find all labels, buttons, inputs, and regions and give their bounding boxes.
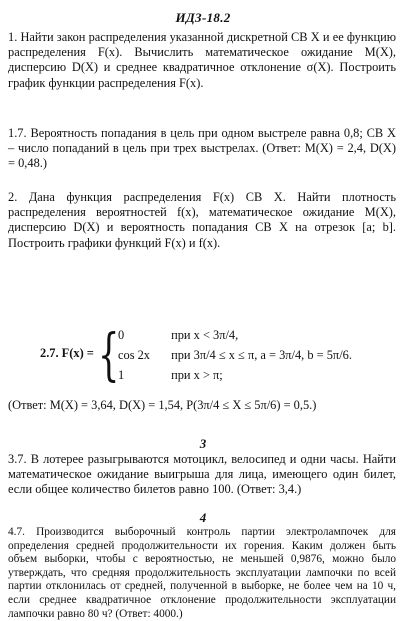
- formula-row: [118, 328, 238, 343]
- formula-row-condition: при x > π;: [171, 368, 223, 382]
- problem-4-7: 4.7. Производится выборочный контроль партии электролампочек для определения средней продолжительности их горения. Каким должен быть объем выборки, чтобы с вероятностью, не меньшей 0,9876, можно было утверждать, что средняя продолжительность эксплуатации лампочки по всей партии отклонилась от средней, полученной в выборке, не более чем на 10 ч, если среднее квадратичное отклонение продолжительности эксплуатации лампочки равно 80 ч? (Ответ: 4000.): [8, 526, 396, 620]
- left-brace: {: [98, 323, 120, 388]
- answer-2-7: (Ответ: M(X) = 3,64, D(X) = 1,54, P(3π/4 ≤ X ≤ 5π/6) = 0,5.): [8, 398, 317, 412]
- section-number-4: 4: [199, 510, 207, 525]
- problem-3-7: 3.7. В лотерее разыгрываются мотоцикл, велосипед и одни часы. Найти математическое ожидание выигрыша для лица, имеющего один билет, если общее количество билетов равно 100. (Ответ: 3,4.): [8, 452, 396, 497]
- formula-row: [118, 348, 352, 363]
- formula-row-condition: при x < 3π/4,: [171, 328, 239, 342]
- formula-row-condition: при 3π/4 ≤ x ≤ π, a = 3π/4, b = 5π/6.: [171, 348, 352, 362]
- formula-row-value: 0: [118, 328, 125, 342]
- formula-row-value: 1: [118, 368, 125, 382]
- formula-label: 2.7. F(x) =: [40, 346, 94, 360]
- task-2-text: 2. Дана функция распределения F(x) СВ X. Найти плотность распределения вероятностей f(x), математическое ожидание M(X), дисперсию D(X) и вероятность попадания СВ X на отрезок [a; b]. Построить графики функций F(x) и f(x).: [8, 190, 396, 250]
- page-title: ИДЗ-18.2: [175, 10, 231, 25]
- section-number-3: 3: [199, 436, 207, 451]
- formula-row: [118, 368, 223, 383]
- formula-row-value: cos 2x: [118, 348, 151, 362]
- problem-1-7: 1.7. Вероятность попадания в цель при одном выстреле равна 0,8; СВ X – число попаданий в цель при трех выстрелах. (Ответ: M(X) = 2,4, D(X) = 0,48.): [8, 126, 396, 171]
- distribution-function-formula: [40, 323, 400, 388]
- task-1-text: 1. Найти закон распределения указанной дискретной СВ X и ее функцию распределения F(x). Вычислить математическое ожидание M(X), дисперсию D(X) и среднее квадратичное отклонение σ(X). Построить график функции распределения F(x).: [8, 30, 396, 90]
